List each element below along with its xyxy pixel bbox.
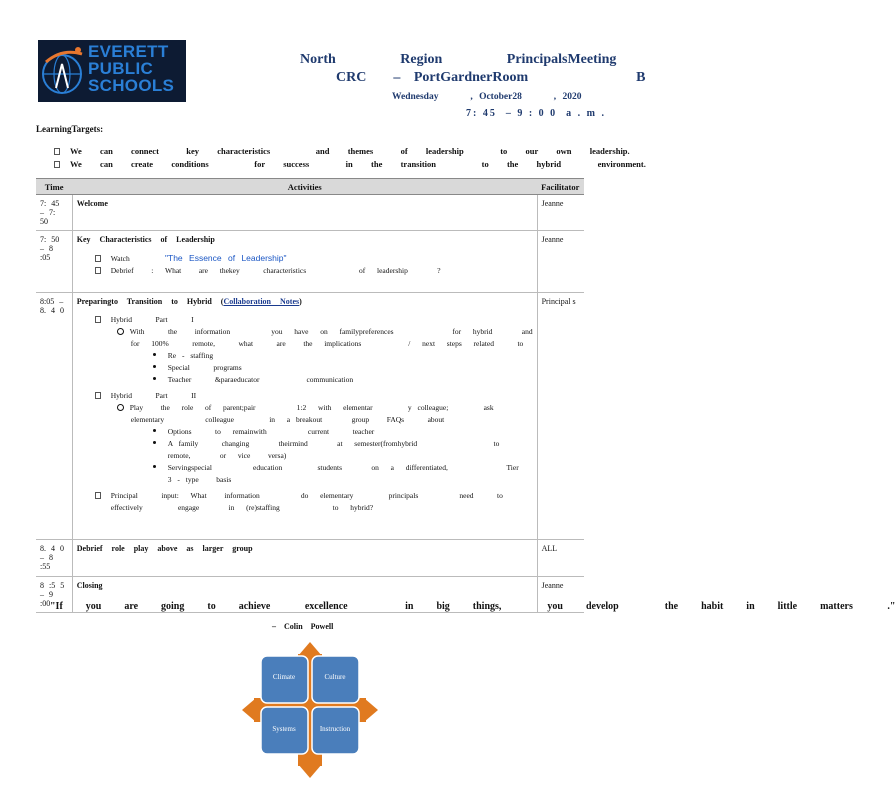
list-item [95, 314, 533, 326]
four-pillars-diagram [240, 640, 380, 780]
learning-target-item [54, 145, 646, 158]
list-item [153, 374, 533, 386]
part2-question: Play the role of parent;pair 1:2 with elementar y colleague; ask [129, 403, 494, 412]
climate-label: Climate [272, 673, 296, 681]
essence-of-leadership-link[interactable]: "The Essence of Leadership" [165, 253, 287, 263]
activity-details [95, 314, 533, 514]
row-time: 8:05 – 8. 4 0 [36, 293, 72, 540]
agenda-header-row [36, 179, 584, 195]
principal-input-cont: effectively engage in (re)staffing to hybrid? [110, 503, 374, 512]
learning-targets-list [54, 145, 646, 171]
circle-bullet-icon [117, 328, 124, 335]
row-activity: Debrief role play above as larger group [76, 544, 253, 553]
globe-figure-icon [38, 40, 88, 102]
quote-author: – Colin Powell [272, 622, 334, 631]
bullet-icon [153, 465, 156, 468]
table-row [36, 231, 584, 293]
bullet-text: Special programs [167, 363, 242, 372]
logo-line-3: SCHOOLS [88, 76, 175, 95]
watch-label: Watch [110, 254, 130, 263]
bullet-text: Servingspecial education students on a differentiated, Tier [167, 463, 519, 472]
checkbox-icon [54, 161, 60, 168]
bullet-text: Re - staffing [167, 351, 214, 360]
row-facilitator: Jeanne [537, 195, 584, 231]
bullet-text-cont: 3 - type basis [167, 475, 232, 484]
arrow-up-icon [298, 642, 322, 656]
list-item [95, 265, 533, 277]
logo-line-1: EVERETT [88, 42, 169, 61]
arrow-left-icon [242, 698, 256, 722]
row-time: 8 :5 5 – 9 :00 [36, 577, 72, 613]
checkbox-icon [95, 267, 101, 274]
row-time: 7: 50 – 8 :05 [36, 231, 72, 293]
meeting-time: 7: 45 – 9 : 0 0 a . m . [466, 108, 606, 119]
culture-label: Culture [324, 673, 346, 681]
principal-input: Principal input: What information do elementary principals need to [110, 491, 503, 500]
activity-title-close: ) [299, 297, 302, 306]
bullet-text: Teacher &paraeducator communication [167, 375, 354, 384]
systems-label: Systems [272, 725, 296, 733]
meeting-location: CRC – PortGardnerRoom B [336, 70, 646, 85]
learning-targets-title: LearningTargets: [36, 124, 104, 134]
row-activity [77, 297, 533, 306]
table-row [36, 540, 584, 577]
row-time: 7: 45 – 7: 50 [36, 195, 72, 231]
row-activity: Welcome [76, 199, 108, 208]
list-item [153, 426, 533, 438]
time-header: Time [36, 179, 72, 195]
arrow-right-icon [364, 698, 378, 722]
row-time: 8. 4 0 – 8 :55 [36, 540, 72, 577]
list-item [95, 490, 533, 502]
list-item [117, 326, 533, 338]
learning-target-text: We can create conditions for success in the transition to the hybrid environment. [70, 159, 646, 169]
row-facilitator: Principal s [537, 293, 584, 540]
meeting-date: Wednesday , October28 , 2020 [392, 92, 582, 102]
activity-title-text: Preparingto Transition to Hybrid ( [76, 297, 224, 306]
learning-target-text: We can connect key characteristics and themes of leadership to our own leadership. [70, 146, 630, 156]
list-item [117, 402, 533, 414]
list-item [153, 462, 533, 474]
checkbox-icon [95, 255, 101, 262]
bullet-text: Options to remainwith current teacher [167, 427, 375, 436]
list-item [153, 362, 533, 374]
logo-line-2: PUBLIC [88, 59, 154, 78]
meeting-title: North Region PrincipalsMeeting [300, 52, 617, 67]
checkbox-icon [54, 148, 60, 155]
list-item [153, 438, 533, 450]
hybrid-part-2: Hybrid Part II [110, 391, 197, 400]
list-item [95, 252, 533, 265]
arrow-down-icon [298, 764, 322, 778]
activities-header: Activities [72, 179, 537, 195]
facilitator-header: Facilitator [537, 179, 584, 195]
bullet-icon [153, 429, 156, 432]
row-activity: Closing [76, 581, 103, 590]
part1-question-cont: for 100% remote, what are the implications / next steps related to [130, 339, 524, 348]
checkbox-icon [95, 316, 101, 323]
activity-details [95, 252, 533, 277]
circle-bullet-icon [117, 404, 124, 411]
list-item [153, 350, 533, 362]
instruction-label: Instruction [319, 725, 351, 733]
table-row [36, 195, 584, 231]
row-activity: Key Characteristics of Leadership [76, 235, 215, 244]
logo-text [88, 43, 174, 94]
collaboration-notes-link[interactable]: Collaboration Notes [223, 297, 300, 306]
hybrid-part-1: Hybrid Part I [110, 315, 194, 324]
part2-question-cont: elementary colleague in a breakout group FAQs about [130, 415, 445, 424]
bullet-text: A family changing theirmind at semester(fromhybrid to [167, 439, 500, 448]
bullet-icon [153, 441, 156, 444]
row-facilitator: Jeanne [537, 577, 584, 613]
bullet-icon [153, 365, 156, 368]
bullet-icon [153, 377, 156, 380]
table-row [36, 293, 584, 540]
quote: "If you are going to achieve excellence in big things, you develop the habit in little matters ." [50, 601, 895, 612]
checkbox-icon [95, 392, 101, 399]
row-facilitator: Jeanne [537, 231, 584, 293]
list-item [95, 390, 533, 402]
agenda-table [36, 178, 584, 613]
part1-question: With the information you have on familypreferences for hybrid and [129, 327, 533, 336]
bullet-text-cont: remote, or vice versa) [167, 451, 287, 460]
eps-logo [38, 40, 186, 102]
learning-target-item [54, 158, 646, 171]
debrief-question: Debrief : What are thekey characteristics of leadership ? [110, 266, 441, 275]
row-facilitator: ALL [537, 540, 584, 577]
checkbox-icon [95, 492, 101, 499]
bullet-icon [153, 353, 156, 356]
